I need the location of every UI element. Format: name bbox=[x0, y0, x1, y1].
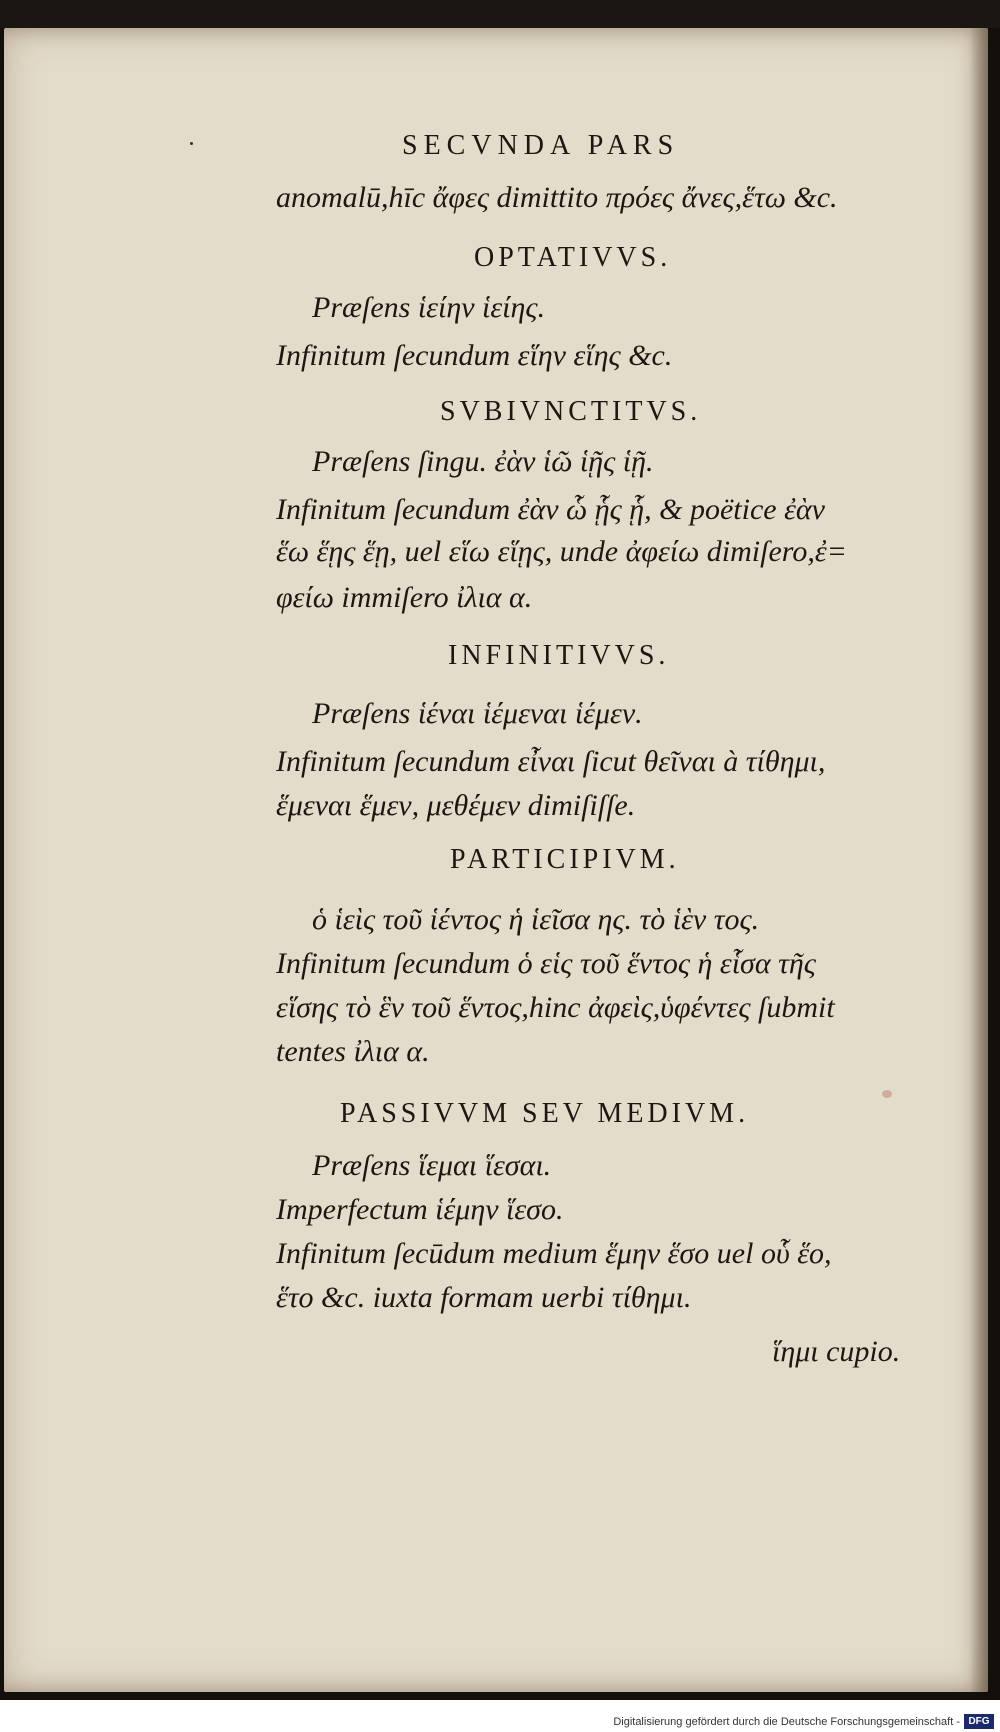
text-line-1: anomalū,hīc ἄφες dimittito πρόες ἄνες,ἕτω &c. bbox=[276, 181, 838, 214]
text-line-12: Infinitum ſecundum ὁ εἱς τοῦ ἕντος ἡ εἷσα τῆς bbox=[276, 947, 816, 980]
text-line-10: ἕμεναι ἕμεν, μεθέμεν dimiſiſſe. bbox=[276, 789, 636, 822]
scan-background-top bbox=[0, 0, 1000, 28]
text-line-5: Infinitum ſecundum ἐὰν ὧ ᾗς ᾗ, & poëtice ἐὰν bbox=[276, 493, 825, 526]
section-heading-subiunctivus: SVBIVNCTITVS. bbox=[440, 396, 702, 427]
text-line-16: Imperfectum ἱέμην ἵεσο. bbox=[276, 1193, 564, 1226]
text-line-9: Infinitum ſecundum εἶναι ſicut θεῖναι à τίθημι, bbox=[276, 745, 826, 778]
section-heading-infinitivus: INFINITIVVS. bbox=[448, 640, 670, 671]
text-line-3: Infinitum ſecundum εἵην εἵης &c. bbox=[276, 339, 673, 372]
running-head: SECVNDA PARS bbox=[402, 130, 680, 161]
text-line-17: Infinitum ſecūdum medium ἕμην ἕσο uel οὗ ἕο, bbox=[276, 1237, 832, 1270]
footer-credit: Digitalisierung gefördert durch die Deutsche Forschungsgemeinschaft - bbox=[613, 1716, 960, 1728]
dfg-logo: DFG bbox=[964, 1714, 994, 1729]
text-line-11: ὁ ἱεὶς τοῦ ἱέντος ἡ ἱεῖσα ης. τὸ ἱὲν τος. bbox=[312, 903, 760, 936]
section-heading-passivum: PASSIVVM SEV MEDIVM. bbox=[340, 1098, 750, 1129]
catchword: ἵημι cupio. bbox=[772, 1335, 901, 1368]
text-line-6: ἕω ἕῃς ἕῃ, uel εἵω εἵῃς, unde ἀφείω dimiſero,ἐ= bbox=[276, 535, 847, 568]
margin-mark bbox=[190, 142, 193, 145]
section-heading-optativus: OPTATIVVS. bbox=[474, 242, 672, 273]
text-line-7: φείω immiſero ἰλια α. bbox=[276, 581, 533, 614]
text-line-4: Præſens ſingu. ἐὰν ἱῶ ἱῇς ἱῇ. bbox=[312, 445, 654, 478]
text-line-2: Præſens ἱείην ἱείης. bbox=[312, 291, 546, 324]
text-line-14: tentes ἰλια α. bbox=[276, 1035, 430, 1068]
text-line-15: Præſens ἵεμαι ἵεσαι. bbox=[312, 1149, 552, 1182]
page-stain bbox=[882, 1090, 892, 1098]
section-heading-participium: PARTICIPIVM. bbox=[450, 844, 680, 875]
text-line-18: ἕτο &c. iuxta formam uerbi τίθημι. bbox=[276, 1281, 692, 1314]
text-line-13: εἵσης τὸ ἓν τοῦ ἕντος,hinc ἀφεὶς,ὑφέντες ſubmit bbox=[276, 991, 835, 1024]
text-line-8: Præſens ἱέναι ἱέμεναι ἱέμεν. bbox=[312, 697, 643, 730]
page-spine-shadow bbox=[970, 28, 988, 1692]
